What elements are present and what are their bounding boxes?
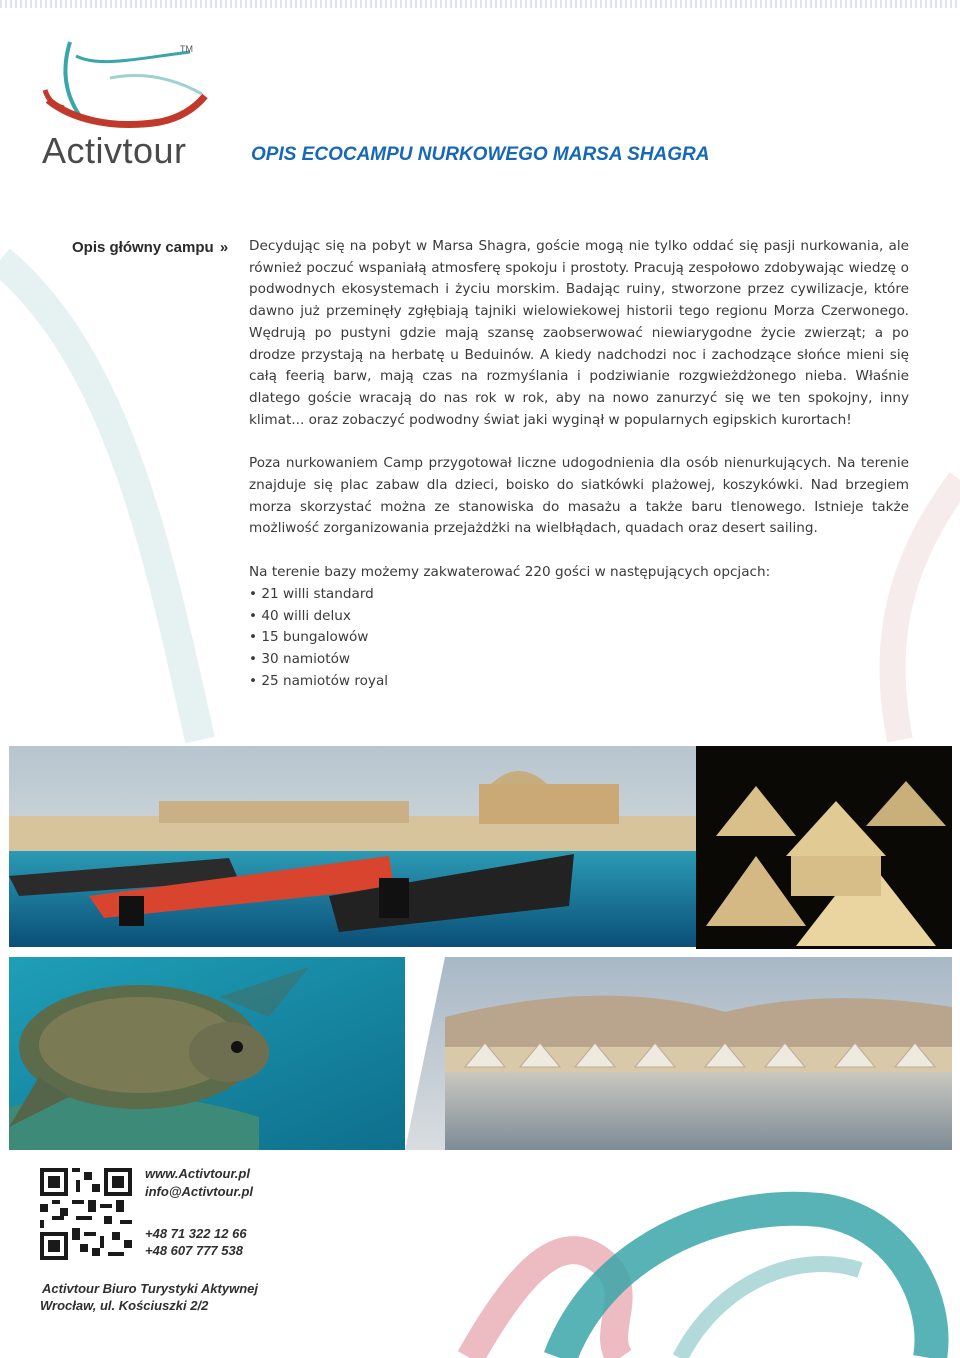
description-paragraph-1: Decydując się na pobyt w Marsa Shagra, goście mogą nie tylko oddać się pasji nurkowania, ale również poczuć wspaniałą atmosferę spokoju i prostoty. Pracują zespołowo zdobywając wiedzę o podwodnych ekosystemach i życiu morskim. Badając ruiny, stworzone przez cywilizacje, które dawno już przeminęły zgłębiają tajniki wielowiekowej historii tego regionu Morza Czerwonego. Wędrują po pustyni gdzie mają szansę zaobserwować niewiarygodne życie zwierząt; a po drodze przystają na herbatę u Beduinów. A kiedy nadchodzi noc i zachodzące słońce mieni się całą feerią barw, mają czas na rozmyślania i podziwianie rozgwieżdżonego nieba. Właśnie dlatego goście wracają do nas rok w rok, aby na nowo zanurzyć się we ten spokojny, inny klimat... oraz zobaczyć podwodny świat jaki wyginął w popularnych egipskich kurortach!: [249, 238, 909, 428]
main-content: [249, 236, 909, 692]
trademark-mark: TM: [180, 44, 193, 54]
page-title: OPIS ECOCAMPU NURKOWEGO MARSA SHAGRA: [251, 144, 710, 165]
section-label-text: Opis główny campu: [72, 239, 214, 256]
description-paragraph-2: Poza nurkowaniem Camp przygotował liczne udogodnienia dla osób nienurkujących. Na terenie znajduje się plac zabaw dla dzieci, boisko do siatkówki plażowej, koszykówki. Nad brzegiem morza skorzystać można ze stanowiska do masażu a także baru tlenowego. Istnieje także możliwość zorganizowania przejażdżki na wielbłądach, quadach oraz desert sailing.: [249, 455, 909, 537]
footer-phone-1: +48 71 322 12 66: [145, 1226, 247, 1241]
section-label: [72, 239, 228, 256]
footer-phone-2: +48 607 777 538: [145, 1243, 243, 1258]
accommodation-intro: Na terenie bazy możemy zakwaterować 220 gości w następujących opcjach:: [249, 564, 771, 581]
brand-name: Activtour: [42, 130, 187, 171]
photo-sea-turtle: [9, 957, 448, 1150]
list-item: • 30 namiotów: [249, 650, 351, 667]
list-item: • 15 bungalowów: [249, 629, 369, 646]
footer-company-name: Activtour Biuro Turystyki Aktywnej: [42, 1281, 258, 1296]
photo-tents-night: [696, 746, 952, 949]
qr-code-icon: [40, 1168, 132, 1260]
footer-email-link[interactable]: info@Activtour.pl: [145, 1184, 254, 1199]
photo-boats-camp: [9, 746, 696, 947]
list-item: • 21 willi standard: [249, 585, 374, 602]
footer-website-link[interactable]: www.Activtour.pl: [145, 1166, 250, 1181]
list-item: • 40 willi delux: [249, 607, 351, 624]
list-item: • 25 namiotów royal: [249, 672, 389, 689]
footer-address: Wrocław, ul. Kościuszki 2/2: [40, 1298, 209, 1313]
chevron-right-icon: »: [219, 239, 229, 256]
accommodation-list: [249, 584, 909, 693]
top-decorative-stripe: [0, 0, 960, 8]
photo-beach-tents: [405, 957, 952, 1150]
